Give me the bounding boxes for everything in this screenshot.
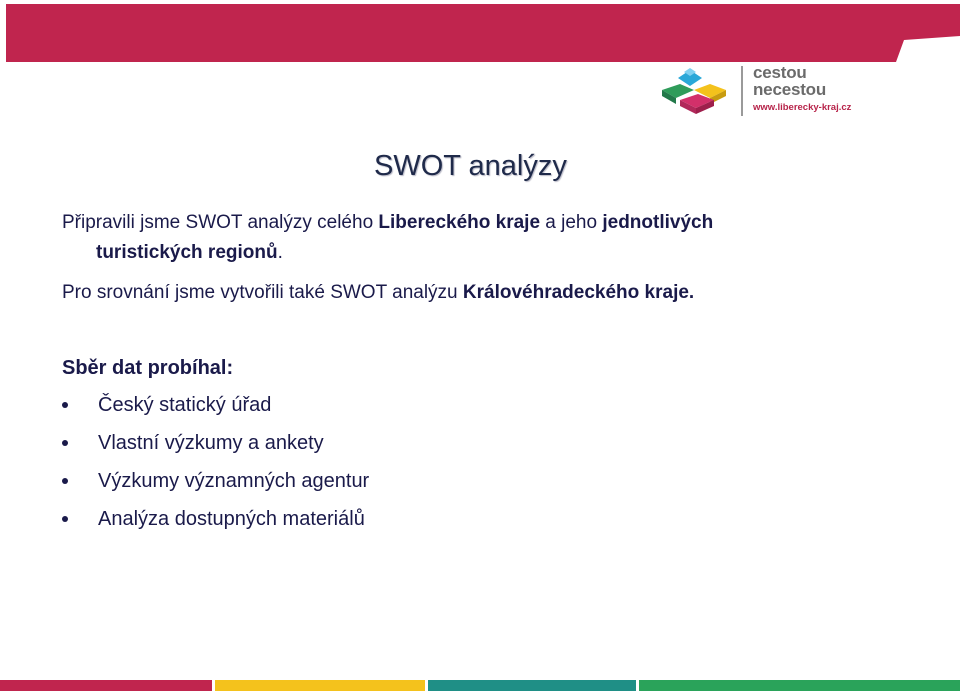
intro-text-1: Připravili jsme SWOT analýzy celého (62, 212, 379, 233)
logo-url[interactable]: www.liberecky-kraj.cz (753, 102, 852, 113)
bullet-icon (62, 478, 68, 484)
intro-text-2: a jeho (540, 212, 603, 233)
list-item (62, 468, 369, 506)
slide-title: SWOT analýzy (374, 150, 567, 182)
list-item (62, 392, 369, 430)
logo-line-2: necestou (753, 80, 827, 99)
logo[interactable] (650, 64, 860, 124)
comparison-bold-1: Královéhradeckého kraje (462, 282, 689, 303)
intro-paragraph-cont (96, 242, 283, 264)
top-decor-band (6, 4, 960, 62)
intro-bold-2: jednotlivých (602, 212, 714, 233)
bottom-band-green (639, 680, 960, 691)
data-collection-heading: Sběr dat probíhal: (62, 357, 234, 379)
logo-divider (741, 66, 743, 116)
list-item-text: Analýza dostupných materiálů (98, 508, 365, 530)
comparison-text-2: . (688, 282, 695, 303)
comparison-paragraph (62, 282, 694, 304)
bottom-decor-band (0, 680, 960, 691)
list-item-text: Výzkumy významných agentur (98, 470, 370, 492)
intro-bold-1: Libereckého kraje (378, 212, 541, 233)
intro-paragraph (62, 212, 713, 234)
bottom-band-red (0, 680, 212, 691)
list-item (62, 430, 369, 468)
list-item (62, 506, 369, 544)
bottom-band-yellow (215, 680, 425, 691)
data-source-list (62, 392, 369, 544)
comparison-text-1: Pro srovnání jsme vytvořili také SWOT analýzu (62, 282, 463, 303)
bullet-icon (62, 402, 68, 408)
list-item-text: Vlastní výzkumy a ankety (98, 432, 324, 454)
list-item-text: Český statický úřad (98, 394, 272, 416)
bullet-icon (62, 516, 68, 522)
logo-wordmark (753, 64, 826, 98)
intro-bold-3: turistických regionů (96, 242, 278, 263)
bullet-icon (62, 440, 68, 446)
logo-line-1: cestou (753, 63, 807, 82)
intro-text-3: . (277, 242, 283, 263)
colored-squares-logo-icon (654, 68, 734, 114)
bottom-band-teal (428, 680, 636, 691)
